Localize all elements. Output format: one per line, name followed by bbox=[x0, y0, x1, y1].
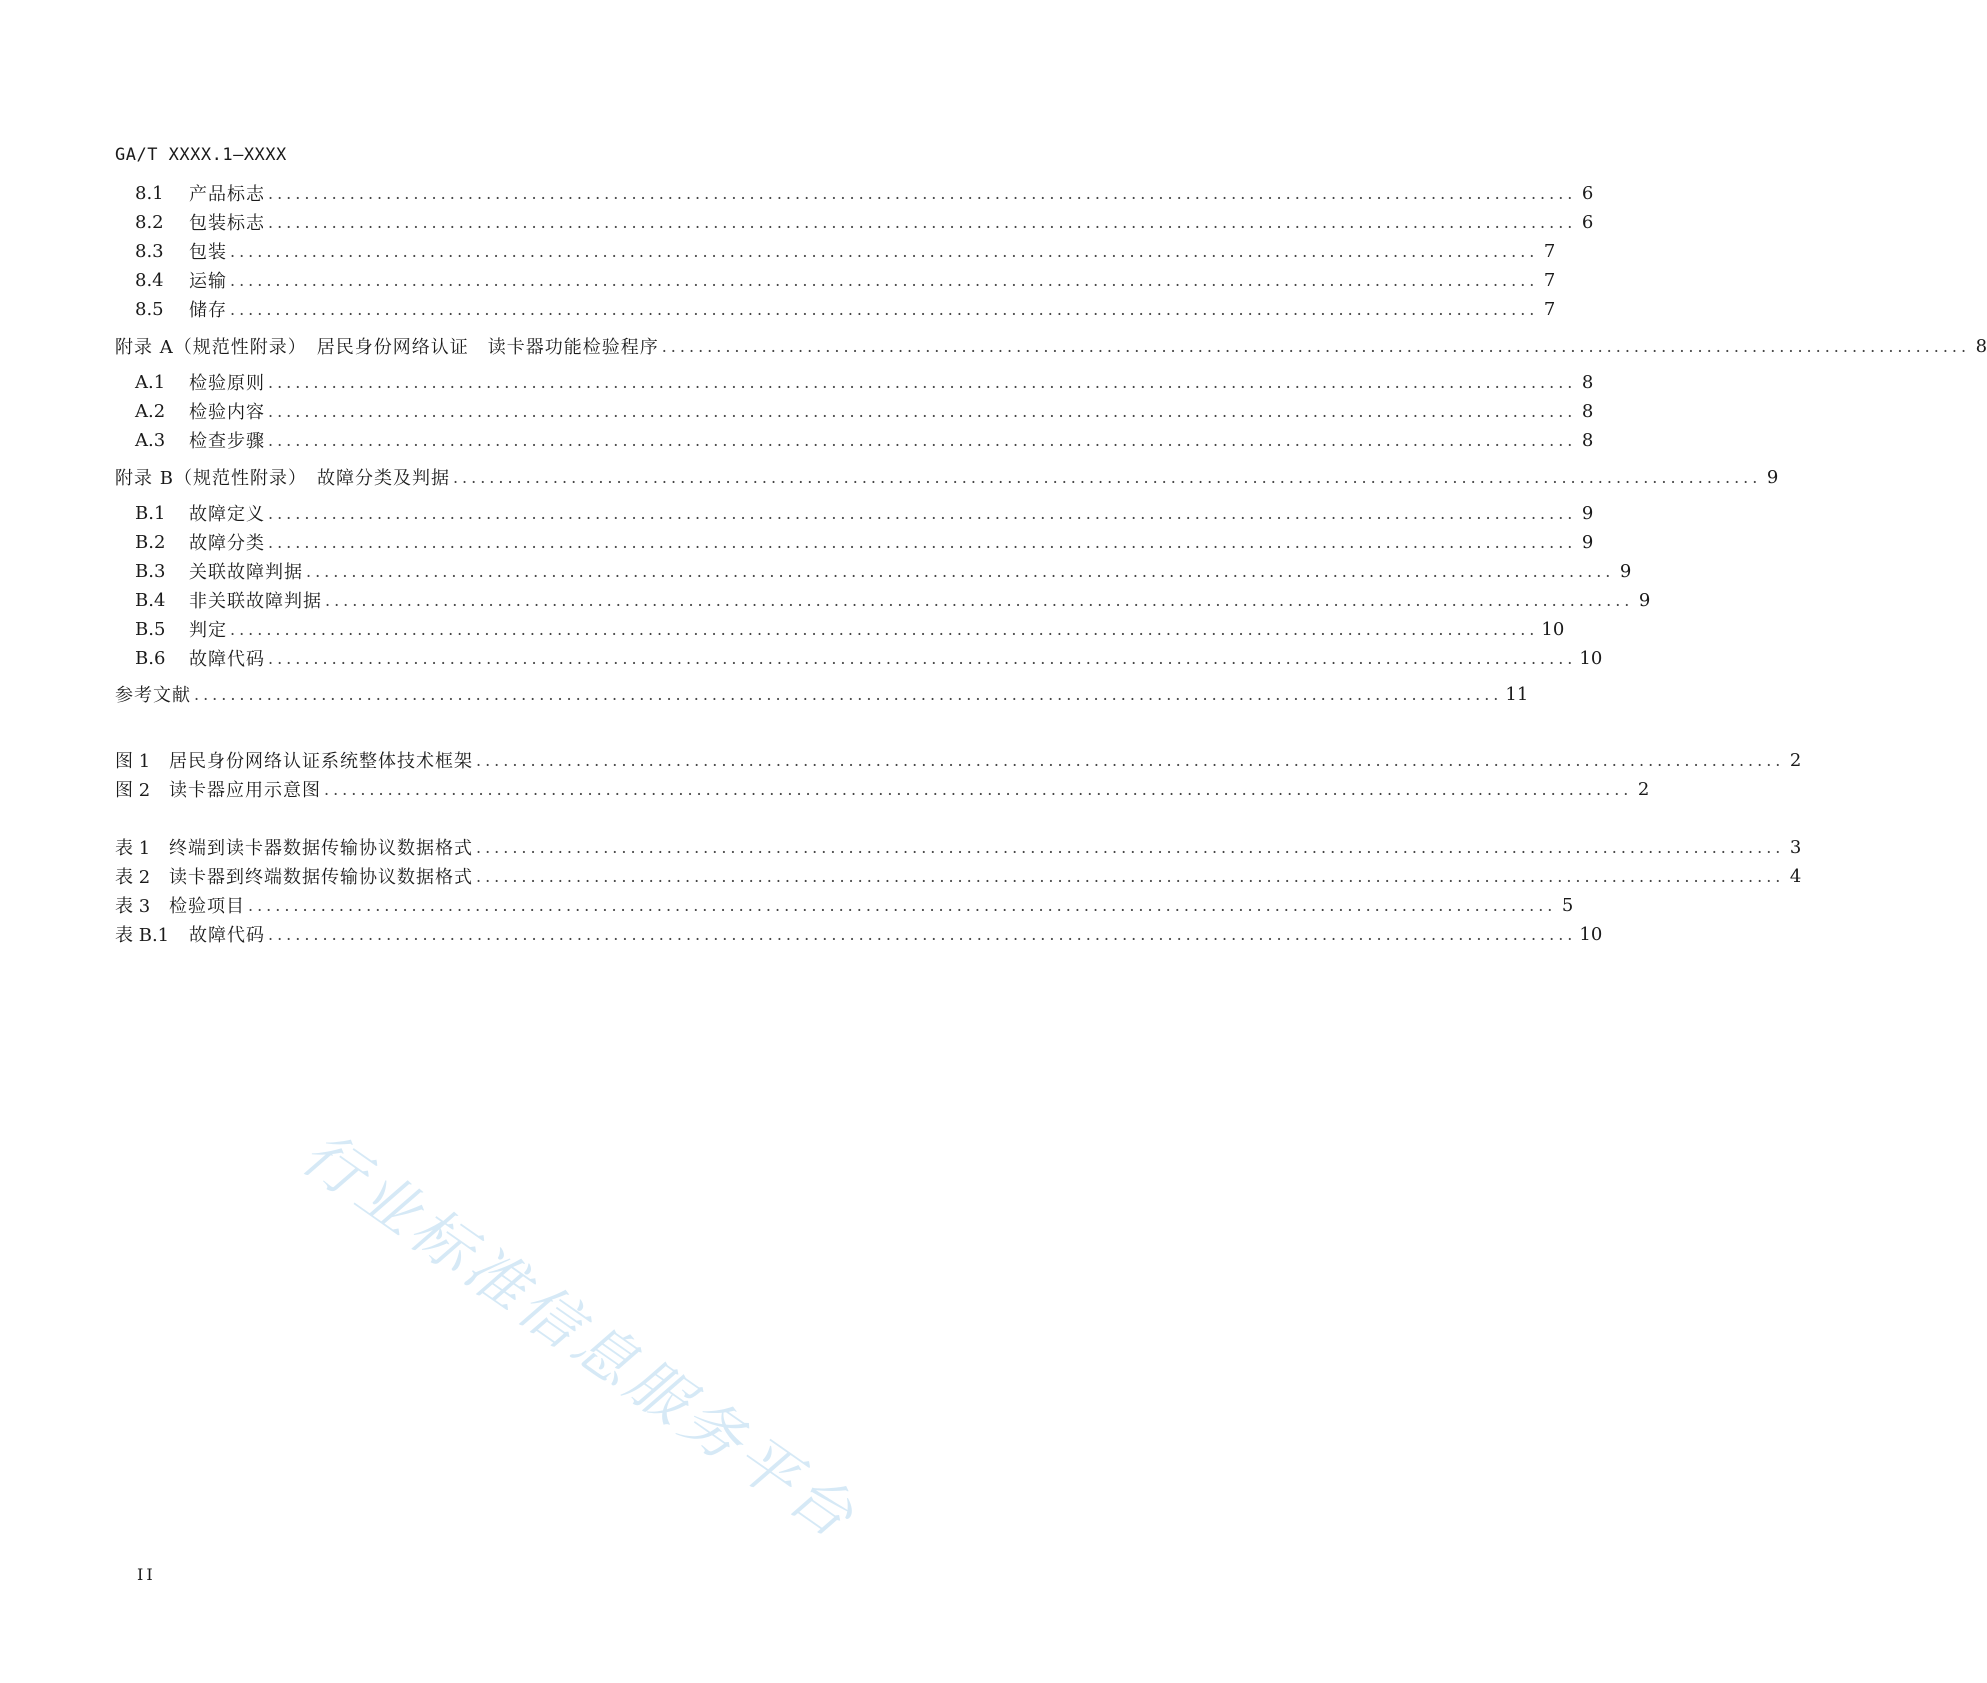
toc-entry-number: A.1 bbox=[135, 371, 166, 393]
toc-entry-page: 8 bbox=[1975, 335, 1987, 357]
toc-entry-number: 8.2 bbox=[135, 211, 164, 233]
toc-entry-number: 表 2 bbox=[115, 867, 151, 888]
toc-dot-leader: ................................................................................................................................................ bbox=[230, 299, 1539, 319]
toc-entry-title: 居民身份网络认证系统整体技术框架 bbox=[169, 751, 473, 772]
toc-entry-title: 检验内容 bbox=[189, 402, 265, 423]
toc-entry[interactable] bbox=[135, 265, 1556, 295]
toc-entry[interactable] bbox=[135, 556, 1632, 586]
toc-entry-page: 10 bbox=[1579, 923, 1603, 945]
toc-entry-page: 2 bbox=[1789, 749, 1802, 771]
toc-table-entry[interactable] bbox=[115, 890, 1574, 920]
toc-entry-title: 附录 B（规范性附录） 故障分类及判据 bbox=[115, 468, 450, 489]
toc-figure-entry[interactable] bbox=[115, 774, 1650, 804]
document-code: GA/T XXXX.1—XXXX bbox=[115, 145, 287, 165]
toc-entry-number: 8.1 bbox=[135, 182, 164, 204]
toc-entry-title: 包装标志 bbox=[189, 213, 265, 234]
toc-entry-title: 非关联故障判据 bbox=[189, 591, 322, 612]
watermark: 行业标准信息服务平台 bbox=[289, 1118, 870, 1555]
toc-entry-number: 表 3 bbox=[115, 896, 151, 917]
toc-dot-leader: ................................................................................................................................................ bbox=[268, 183, 1577, 203]
toc-dot-leader: ................................................................................................................................................ bbox=[476, 866, 1785, 886]
toc-entry-number: B.5 bbox=[135, 618, 166, 640]
toc-entry-number: B.6 bbox=[135, 647, 166, 669]
toc-dot-leader: ................................................................................................................................................ bbox=[306, 561, 1615, 581]
toc-entry-number: 表 B.1 bbox=[115, 925, 170, 946]
toc-entry[interactable] bbox=[135, 614, 1565, 644]
toc-entry-title: 故障分类 bbox=[189, 533, 265, 554]
toc-entry-title: 读卡器到终端数据传输协议数据格式 bbox=[169, 867, 473, 888]
toc-entry-number: 图 1 bbox=[115, 751, 151, 772]
toc-appendix-a[interactable] bbox=[115, 331, 1987, 361]
toc-entry-title: 参考文献 bbox=[115, 685, 191, 706]
toc-dot-leader: ................................................................................................................................................ bbox=[268, 212, 1577, 232]
toc-entry[interactable] bbox=[135, 396, 1594, 426]
toc-entry[interactable] bbox=[135, 207, 1594, 237]
toc-entry-page: 8 bbox=[1581, 429, 1594, 451]
toc-entry-page: 8 bbox=[1581, 371, 1594, 393]
toc-entry-title: 终端到读卡器数据传输协议数据格式 bbox=[169, 838, 473, 859]
toc-entry-title: 检查步骤 bbox=[189, 431, 265, 452]
toc-dot-leader: ................................................................................................................................................ bbox=[230, 270, 1539, 290]
toc-entry[interactable] bbox=[135, 178, 1594, 208]
toc-entry-page: 9 bbox=[1766, 466, 1779, 488]
toc-entry-title: 运输 bbox=[189, 271, 227, 292]
toc-entry-title: 产品标志 bbox=[189, 184, 265, 205]
toc-entry-number: B.3 bbox=[135, 560, 166, 582]
toc-dot-leader: ................................................................................................................................................ bbox=[268, 503, 1577, 523]
toc-entry[interactable] bbox=[135, 425, 1594, 455]
toc-entry-page: 8 bbox=[1581, 400, 1594, 422]
toc-entry-title: 故障定义 bbox=[189, 504, 265, 525]
toc-entry-number: 8.4 bbox=[135, 269, 164, 291]
toc-entry-page: 6 bbox=[1581, 211, 1594, 233]
page-number: II bbox=[137, 1565, 156, 1584]
toc-entry-title: 关联故障判据 bbox=[189, 562, 303, 583]
toc-entry-title: 读卡器应用示意图 bbox=[169, 780, 321, 801]
toc-entry[interactable] bbox=[135, 367, 1594, 397]
toc-entry-page: 11 bbox=[1505, 683, 1529, 705]
toc-entry-title: 故障代码 bbox=[189, 649, 265, 670]
toc-entry-number: B.2 bbox=[135, 531, 166, 553]
toc-dot-leader: ................................................................................................................................................ bbox=[268, 401, 1577, 421]
toc-entry-title: 检验原则 bbox=[189, 373, 265, 394]
toc-entry-number: A.2 bbox=[135, 400, 166, 422]
toc-dot-leader: ................................................................................................................................................ bbox=[476, 837, 1785, 857]
toc-dot-leader: ................................................................................................................................................ bbox=[268, 924, 1577, 944]
toc-dot-leader: ................................................................................................................................................ bbox=[194, 684, 1503, 704]
toc-dot-leader: ................................................................................................................................................ bbox=[268, 532, 1577, 552]
toc-entry-title: 包装 bbox=[189, 242, 227, 263]
toc-entry-number: 8.3 bbox=[135, 240, 164, 262]
toc-dot-leader: ................................................................................................................................................ bbox=[268, 372, 1577, 392]
toc-figure-entry[interactable] bbox=[115, 745, 1802, 775]
toc-entry[interactable] bbox=[135, 643, 1603, 673]
toc-entry-page: 10 bbox=[1579, 647, 1603, 669]
toc-dot-leader: ................................................................................................................................................ bbox=[230, 619, 1539, 639]
toc-entry-number: 8.5 bbox=[135, 298, 164, 320]
toc-entry[interactable] bbox=[135, 585, 1651, 615]
toc-entry-page: 9 bbox=[1581, 531, 1594, 553]
toc-entry-page: 9 bbox=[1581, 502, 1594, 524]
toc-entry-number: A.3 bbox=[135, 429, 166, 451]
toc-entry-page: 7 bbox=[1543, 269, 1556, 291]
toc-entry-page: 7 bbox=[1543, 240, 1556, 262]
toc-dot-leader: ................................................................................................................................................ bbox=[230, 241, 1539, 261]
toc-references[interactable] bbox=[115, 679, 1529, 709]
toc-entry[interactable] bbox=[135, 236, 1556, 266]
toc-entry-number: B.4 bbox=[135, 589, 166, 611]
toc-dot-leader: ................................................................................................................................................ bbox=[268, 430, 1577, 450]
toc-entry-page: 4 bbox=[1789, 865, 1802, 887]
toc-dot-leader: ................................................................................................................................................ bbox=[325, 590, 1634, 610]
toc-entry-page: 2 bbox=[1637, 778, 1650, 800]
toc-entry-title: 检验项目 bbox=[169, 896, 245, 917]
toc-table-entry[interactable] bbox=[115, 919, 1603, 949]
toc-entry-title: 故障代码 bbox=[189, 925, 265, 946]
toc-entry-number: 图 2 bbox=[115, 780, 151, 801]
toc-entry-title: 判定 bbox=[189, 620, 227, 641]
toc-dot-leader: ................................................................................................................................................ bbox=[248, 895, 1557, 915]
toc-entry[interactable] bbox=[135, 294, 1556, 324]
toc-entry-title: 附录 A（规范性附录） 居民身份网络认证 读卡器功能检验程序 bbox=[115, 337, 659, 358]
toc-dot-leader: ................................................................................................................................................ bbox=[452, 467, 1762, 487]
toc-entry-number: 表 1 bbox=[115, 838, 151, 859]
toc-entry-title: 储存 bbox=[189, 300, 227, 321]
toc-appendix-b[interactable] bbox=[115, 462, 1779, 492]
toc-table-entry[interactable] bbox=[115, 861, 1802, 891]
toc-entry-page: 6 bbox=[1581, 182, 1594, 204]
toc-dot-leader: ................................................................................................................................................ bbox=[268, 648, 1577, 668]
toc-dot-leader: ................................................................................................................................................ bbox=[324, 779, 1633, 799]
toc-entry-number: B.1 bbox=[135, 502, 166, 524]
toc-dot-leader: ................................................................................................................................................ bbox=[661, 336, 1971, 356]
toc-entry-page: 3 bbox=[1789, 836, 1802, 858]
toc-dot-leader: ................................................................................................................................................ bbox=[476, 750, 1785, 770]
toc-entry[interactable] bbox=[135, 527, 1594, 557]
toc-entry-page: 10 bbox=[1541, 618, 1565, 640]
toc-table-entry[interactable] bbox=[115, 832, 1802, 862]
toc-entry-page: 9 bbox=[1619, 560, 1632, 582]
toc-entry-page: 9 bbox=[1638, 589, 1651, 611]
toc-entry-page: 7 bbox=[1543, 298, 1556, 320]
toc-entry[interactable] bbox=[135, 498, 1594, 528]
toc-entry-page: 5 bbox=[1561, 894, 1574, 916]
